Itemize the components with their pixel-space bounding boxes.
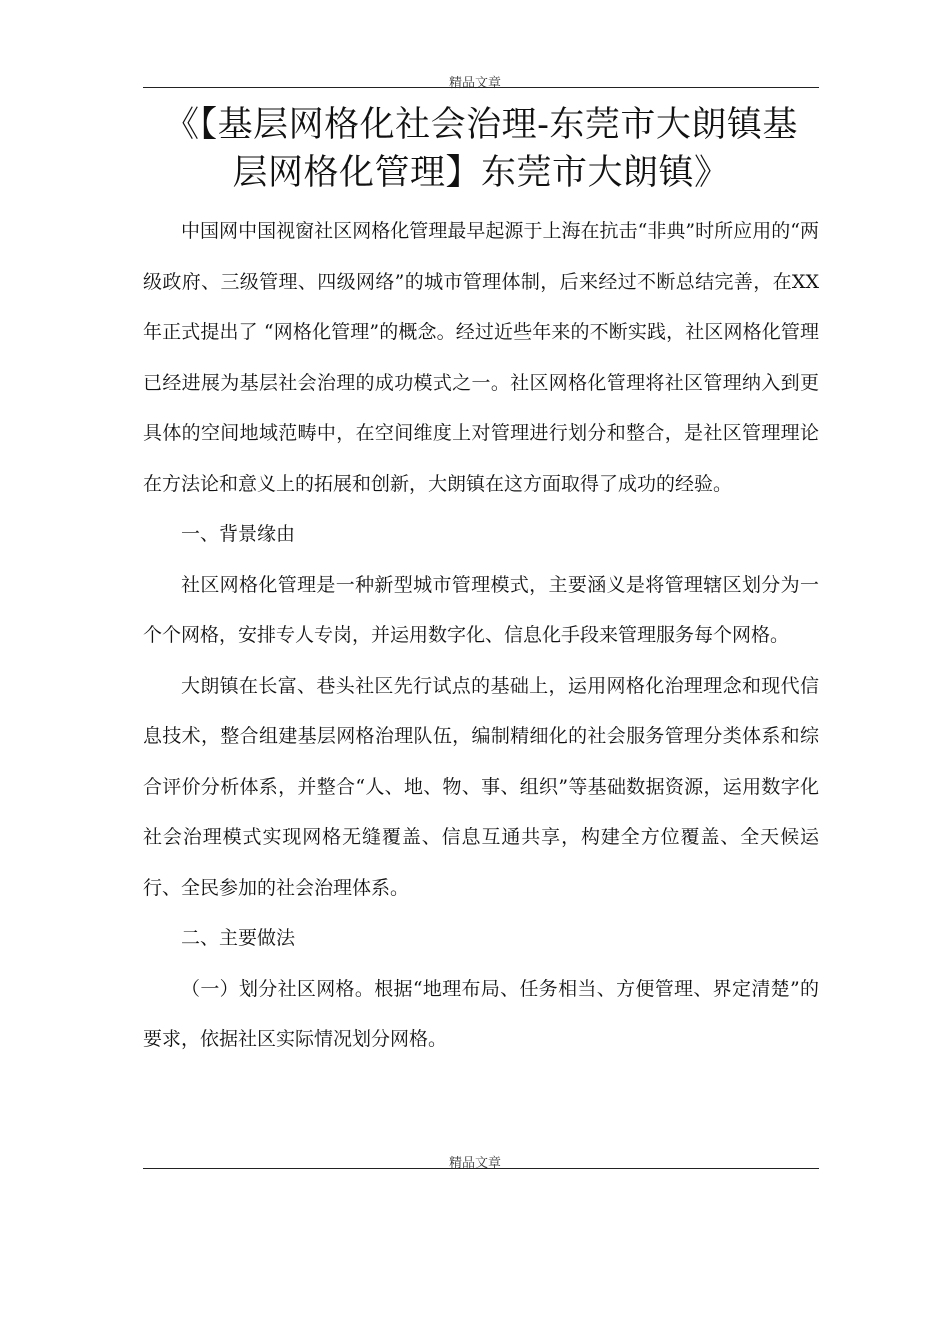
section-heading-background: 一、背景缘由 — [181, 523, 296, 545]
title-line-1: 《【基层网格化社会治理-东莞市大朗镇基 — [164, 105, 798, 145]
paragraph-definition: 社区网格化管理是一种新型城市管理模式，主要涵义是将管理辖区划分为一个个网格，安排专人专岗，并运用数字化、信息化手段来管理服务每个网格。 — [143, 573, 819, 646]
paragraph-intro: 中国网中国视窗社区网格化管理最早起源于上海在抗击“非典”时所应用的“两级政府、三级管理、四级网络”的城市管理体制，后来经过不断总结完善，在XX年正式提出了 “网格化管理”的概念。经过近些年来的不断实践，社区网格化管理已经进展为基层社会治理的成功模式之一。社区网格化管理将社区管理纳入到更具体的空间地域范畴中，在空间维度上对管理进行划分和整合，是社区管理理论在方法论和意义上的拓展和创新，大朗镇在这方面取得了成功的经验。 — [143, 220, 819, 495]
document-title — [143, 101, 819, 197]
title-line-2: 层网格化管理】东莞市大朗镇》 — [232, 153, 730, 193]
paragraph-grid-division: （一）划分社区网格。根据“地理布局、任务相当、方便管理、界定清楚”的要求，依据社区实际情况划分网格。 — [143, 977, 819, 1050]
header-label: 精品文章 — [448, 76, 501, 91]
header-rule — [143, 87, 819, 88]
section-heading-methods: 二、主要做法 — [181, 927, 296, 949]
paragraph-practice: 大朗镇在长富、巷头社区先行试点的基础上，运用网格化治理理念和现代信息技术，整合组建基层网格治理队伍，编制精细化的社会服务管理分类体系和综合评价分析体系，并整合“人、地、物、事、组织”等基础数据资源，运用数字化社会治理模式实现网格无缝覆盖、信息互通共享，构建全方位覆盖、全天候运行、全民参加的社会治理体系。 — [143, 674, 819, 899]
footer-label: 精品文章 — [448, 1156, 501, 1171]
document-body — [143, 206, 819, 1065]
